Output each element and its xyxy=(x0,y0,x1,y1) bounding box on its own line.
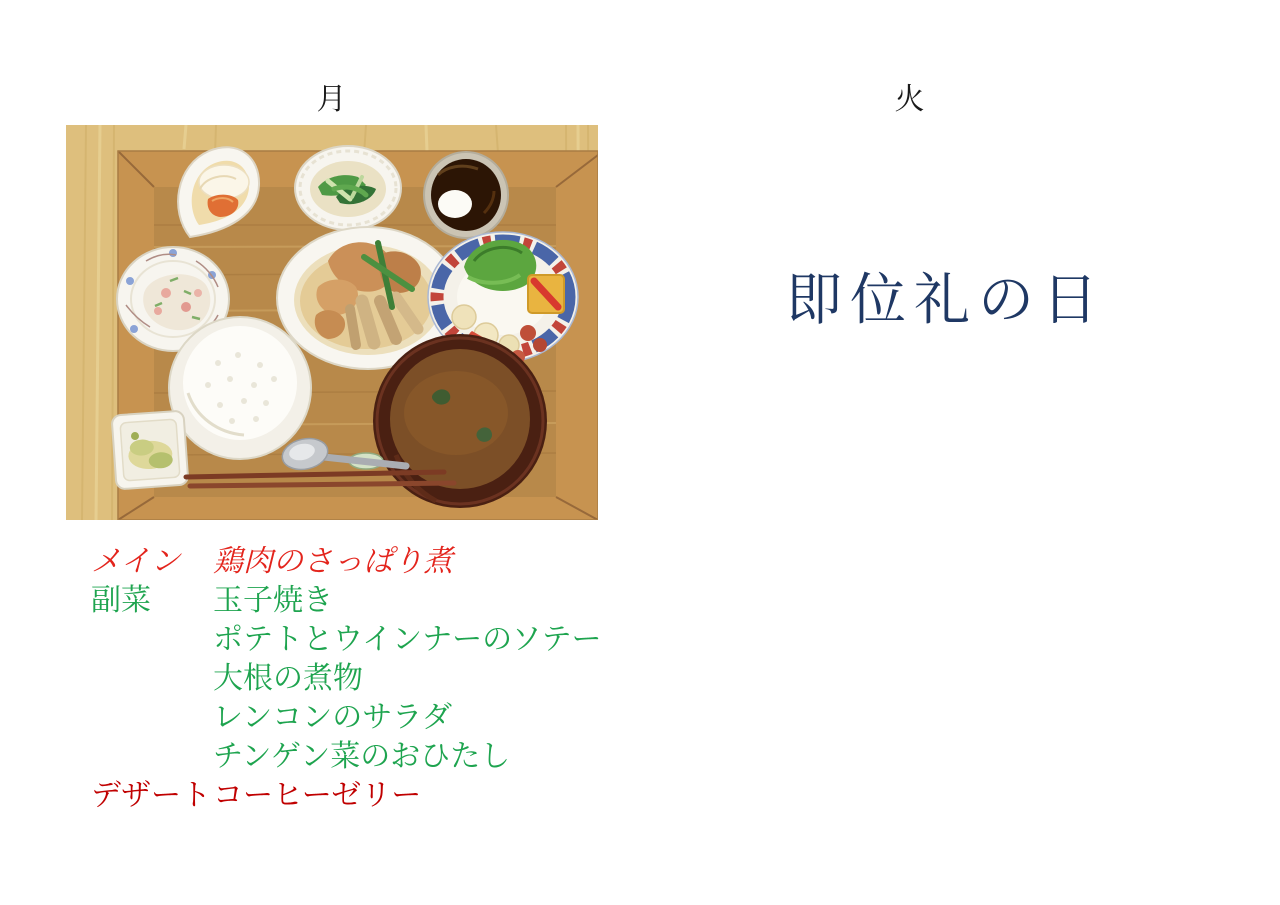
menu-course-label: デザート xyxy=(91,779,211,812)
meal-photo-illustration xyxy=(66,125,598,520)
chingensai-bowl xyxy=(295,146,401,230)
menu-course-label xyxy=(91,698,213,737)
menu-course-label: メイン xyxy=(91,545,181,578)
day-header-tuesday: 火 xyxy=(894,83,926,116)
menu-course-label xyxy=(91,620,213,659)
menu-row-dessert xyxy=(91,776,602,815)
menu-row-side xyxy=(91,698,602,737)
menu-dish-name: 鶏肉のさっぱり煮 xyxy=(213,545,453,578)
menu-course-label xyxy=(91,737,213,776)
menu-dish-name: チンゲン菜のおひたし xyxy=(213,740,511,773)
menu-dish-name: レンコンのサラダ xyxy=(213,701,452,734)
menu-dish-name: 大根の煮物 xyxy=(213,662,363,695)
menu-dish-name: 玉子焼き xyxy=(213,584,333,617)
menu-row-side xyxy=(91,737,602,776)
menu-dish-name: ポテトとウインナーのソテー xyxy=(213,623,602,656)
pickles-dish xyxy=(112,411,189,490)
monday-meal-photo xyxy=(66,125,598,520)
day-header-monday: 月 xyxy=(316,83,348,116)
menu-row-side xyxy=(91,581,602,620)
menu-row-main xyxy=(91,542,602,581)
menu-row-side xyxy=(91,620,602,659)
coffee-jelly-cup xyxy=(424,152,508,238)
menu-dish-name: コーヒーゼリー xyxy=(213,779,422,812)
menu-course-label: 副菜 xyxy=(91,584,151,617)
rice-bowl xyxy=(169,317,311,459)
holiday-note: 即位礼の日 xyxy=(786,268,1106,331)
menu-row-side xyxy=(91,659,602,698)
monday-menu-list xyxy=(91,542,602,815)
menu-course-label xyxy=(91,659,213,698)
